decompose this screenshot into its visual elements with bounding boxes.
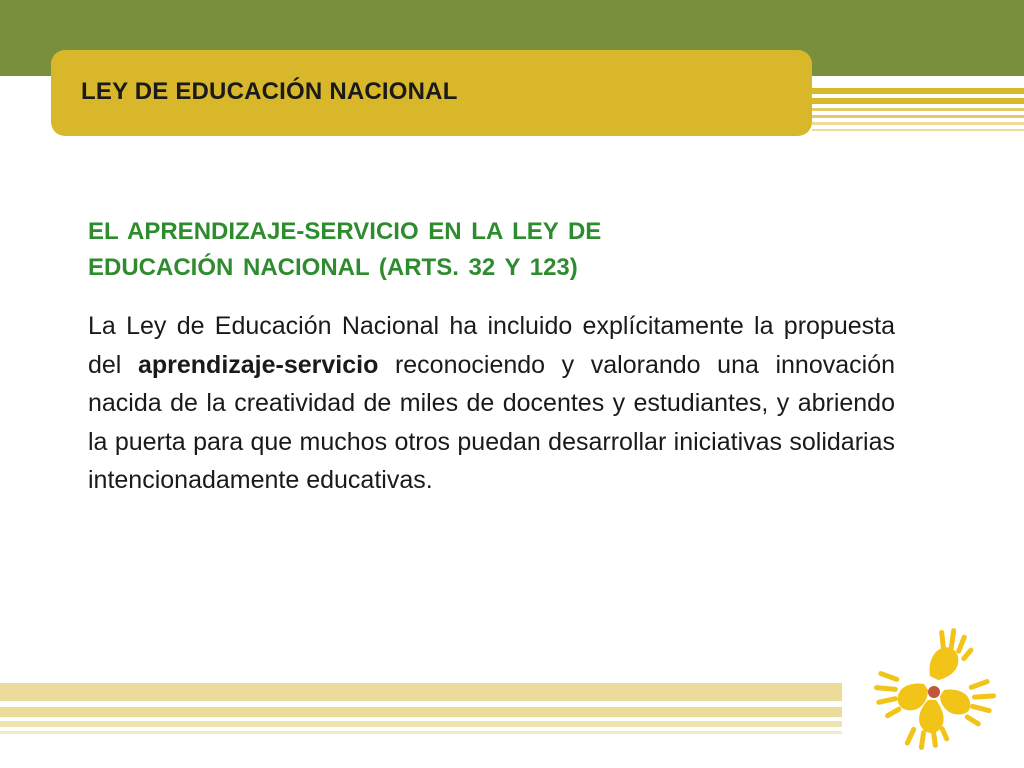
section-subtitle <box>88 214 808 286</box>
page-title: LEY DE EDUCACIÓN NACIONAL <box>81 78 458 105</box>
subtitle-line-1: EL APRENDIZAJE-SERVICIO EN LA LEY DE <box>88 218 602 245</box>
title-bar <box>51 50 812 136</box>
paragraph-highlight: aprendizaje-servicio <box>137 350 379 379</box>
paragraph-part-1: La Ley de Educación Nacional ha incluido explícitamente la propuesta del <box>88 312 895 379</box>
body-paragraph <box>88 307 895 500</box>
hands-circle-logo-icon <box>868 628 998 750</box>
paragraph-part-2: reconociendo y valorando una innovación nacida de la creatividad de miles de docentes y estudiantes, y abriendo la puerta para que muchos otros puedan desarrollar iniciativas solidarias intencionadamente educativas. <box>88 350 895 494</box>
header-stripes <box>812 88 1024 132</box>
footer-stripes <box>0 680 842 740</box>
subtitle-line-2: EDUCACIÓN NACIONAL (ARTS. 32 Y 123) <box>88 254 578 281</box>
